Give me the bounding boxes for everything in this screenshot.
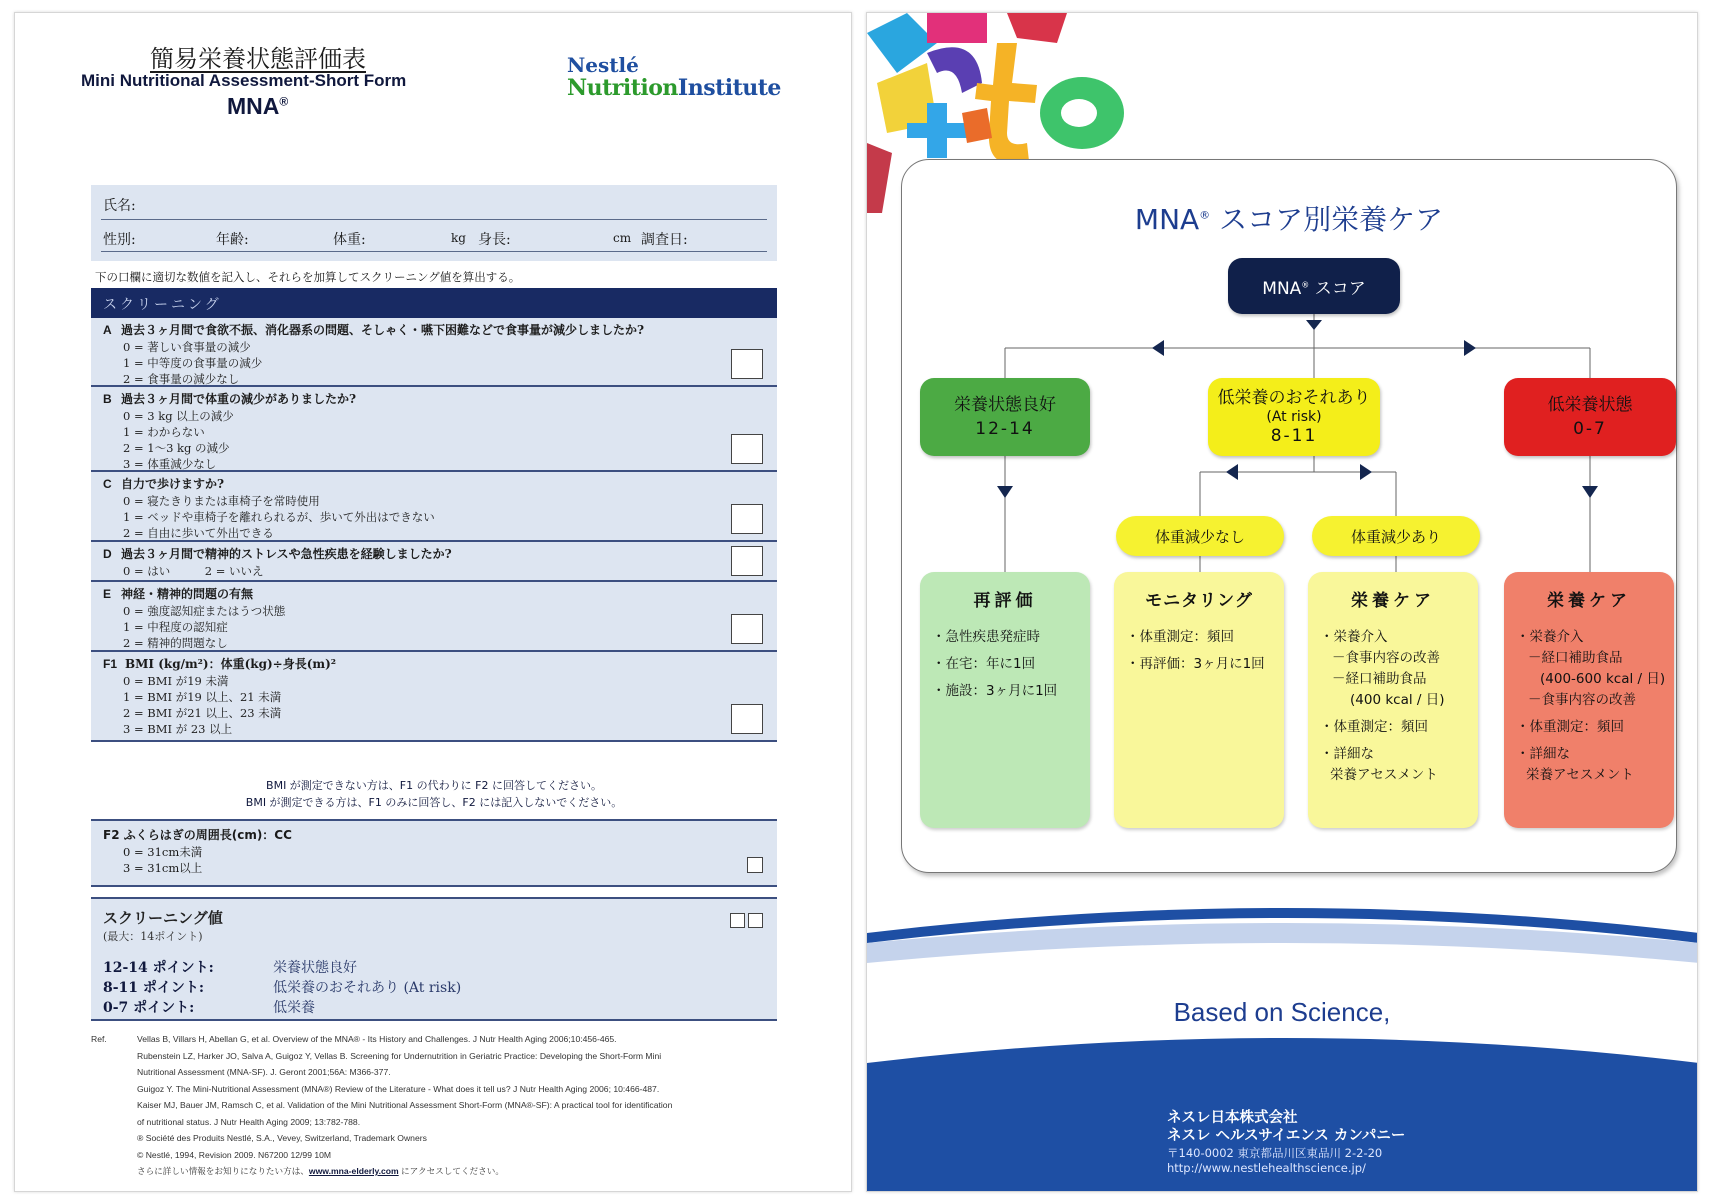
result-row: 12-14 ポイント: 栄養状態良好	[103, 960, 357, 976]
malnourished-node: 低栄養状態 0-7	[1504, 378, 1676, 456]
kg-unit: kg	[451, 231, 466, 245]
weight-loss-node: 体重減少あり	[1312, 516, 1480, 556]
well-nourished-node: 栄養状態良好 12-14	[920, 378, 1090, 456]
name-field-label: 氏名:	[103, 198, 136, 214]
nutrition-care-page	[866, 12, 1698, 1192]
sex-field-label: 性別:	[103, 232, 136, 248]
mna-elderly-link[interactable]: www.mna-elderly.com	[308, 1166, 399, 1176]
title-jp: 簡易栄養状態評価表	[150, 45, 366, 73]
height-field-label: 身長:	[478, 232, 511, 248]
screening-score-box: スクリーニング値 (最大：14ポイント) 12-14 ポイント: 栄養状態良好 8-11 ポイント: 低栄養のおそれあり (At risk) 0-7 ポイント: 低栄養	[91, 897, 777, 1021]
result-row: 8-11 ポイント: 低栄養のおそれあり (At risk)	[103, 980, 462, 996]
references: Ref. Vellas B, Villars H, Abellan G, et al. Overview of the MNA® - Its History and Challenges. J Nutr Health Aging 2006;10:456-465. Rubenstein LZ, Harker JO, Salva A, Guigoz Y, Vellas B. Screening for Undernutrition in Geriatric Practice: Developing the Short-Form Mini Nutritional Assessment (MNA-SF). J. Geront 2001;56A: M366-377. Guigoz Y. The Mini-Nutritional Assessment (MNA®) Review of the Literature - What does it tell us? J Nutr Health Aging 2006; 10:466-487. Kaiser MJ, Bauer JM, Ramsch C, et al. Validation of the Mini Nutritional Assessment Short-Form (MNA®-SF): A practical tool for identification of nutritional status. J Nutr Health Aging 2009; 13:782-788. ® Société des Produits Nestlé, S.A., Vevey, Switzerland, Trademark Owners © Nestlé, 1994, Revision 2009. N67200 12/99 10M さらに詳しい情報をお知りになりたい方は、www.mna-elderly.com にアクセスしてください。	[91, 1034, 673, 1176]
company-url[interactable]: http://www.nestlehealthscience.jp/	[1167, 1161, 1366, 1175]
based-on-science-slogan: Based on Science,	[1173, 997, 1391, 1027]
total-score-boxes[interactable]	[730, 913, 763, 928]
title-en: Mini Nutritional Assessment-Short Form	[81, 71, 407, 90]
score-flowchart-card	[901, 159, 1677, 873]
age-field-label: 年齢:	[216, 232, 249, 248]
nutrition-care-box-malnourished: 栄養ケア ・栄養介入 －経口補助食品 (400-600 kcal / 日) －食事内容の改善 ・体重測定：頻回 ・詳細な 栄養アセスメント	[1504, 572, 1674, 828]
flowchart-title: MNA® スコア別栄養ケア	[1134, 203, 1444, 236]
title-mna: MNA®	[227, 93, 289, 119]
nestle-logo: Nestlé NutritionInstitute	[567, 53, 781, 101]
company-info: ネスレ日本株式会社 ネスレ ヘルスサイエンス カンパニー 〒140-0002 東京都品川区東品川 2-2-20 http://www.nestlehealthscience.jp/	[1157, 1103, 1425, 1187]
score-box-b[interactable]	[731, 434, 763, 464]
question-a: A 過去３ヶ月間で食欲不振、消化器系の問題、そしゃく・嚥下困難などで食事量が減少しましたか? 0 = 著しい食事量の減少 1 = 中等度の食事量の減少 2 = 食事量の減少なし	[91, 318, 777, 387]
patient-info-box	[91, 185, 777, 261]
at-risk-node: 低栄養のおそれあり (At risk) 8-11	[1208, 378, 1380, 456]
score-box-e[interactable]	[731, 614, 763, 644]
question-list	[91, 318, 777, 742]
no-weight-loss-node: 体重減少なし	[1116, 516, 1284, 556]
question-d: D 過去３ヶ月間で精神的ストレスや急性疾患を経験しましたか? 0 = はい 2 = いいえ	[91, 542, 777, 582]
nutrition-care-box-risk: 栄養ケア ・栄養介入 －食事内容の改善 －経口補助食品 (400 kcal / 日) ・体重測定：頻回 ・詳細な 栄養アセスメント	[1308, 572, 1478, 828]
screening-header: スクリーニング	[91, 288, 777, 318]
instruction-text: 下の口欄に適切な数値を記入し、それらを加算してスクリーニング値を算出する。	[95, 270, 521, 284]
cm-unit: cm	[613, 231, 632, 245]
score-box-a[interactable]	[731, 349, 763, 379]
mna-score-node: MNA® スコア	[1228, 258, 1400, 314]
score-box-c[interactable]	[731, 504, 763, 534]
score-box-d[interactable]	[731, 546, 763, 576]
score-box-f2[interactable]	[747, 857, 763, 873]
question-b: B 過去３ヶ月間で体重の減少がありましたか? 0 = 3 kg 以上の減少 1 = わからない 2 = 1〜3 kg の減少 3 = 体重減少なし	[91, 387, 777, 472]
result-row: 0-7 ポイント: 低栄養	[103, 1000, 315, 1016]
bmi-note: BMI が測定できない方は、F1 の代わりに F2 に回答してください。 BMI が測定できる方は、F1 のみに回答し、F2 には記入しないでください。	[245, 779, 623, 809]
reassessment-box: 再評価 ・急性疾患発症時 ・在宅：年に1回 ・施設：3ヶ月に1回	[920, 572, 1090, 828]
question-f1: F1 BMI (kg/m²)：体重(kg)÷身長(m)² 0 = BMI が19 未満 1 = BMI が19 以上、21 未満 2 = BMI が21 以上、23 未満 3 = BMI が 23 以上	[91, 652, 777, 742]
mna-form-page	[14, 12, 852, 1192]
date-field-label: 調査日:	[641, 232, 688, 248]
weight-field-label: 体重:	[333, 232, 366, 248]
question-c: C 自力で歩けますか? 0 = 寝たきりまたは車椅子を常時使用 1 = ベッドや車椅子を離れられるが、歩いて外出はできない 2 = 自由に歩いて外出できる	[91, 472, 777, 542]
score-box-f1[interactable]	[731, 704, 763, 734]
question-f2: F2 ふくらはぎの周囲長(cm)：CC 0 = 31cm未満 3 = 31cm以上	[91, 819, 777, 887]
monitoring-box: モニタリング ・体重測定：頻回 ・再評価：3ヶ月に1回	[1114, 572, 1284, 828]
question-e: E 神経・精神的問題の有無 0 = 強度認知症またはうつ状態 1 = 中程度の認知症 2 = 精神的問題なし	[91, 582, 777, 652]
